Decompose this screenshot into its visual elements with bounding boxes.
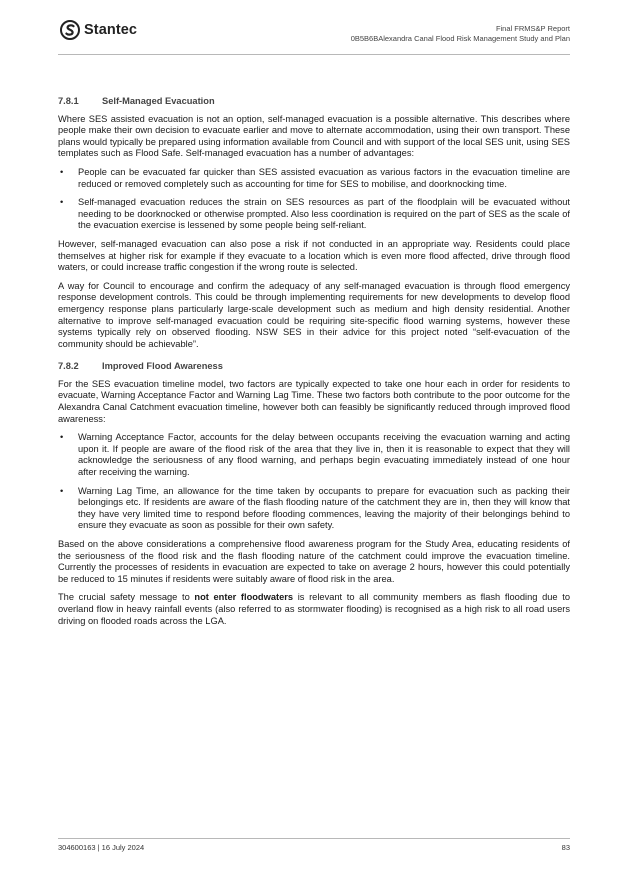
paragraph: A way for Council to encourage and confirm the adequacy of any self-managed evacuation is through flood emergency response development controls. This could be through implementing requirements for new developments to develop flood emergency response plans particularly large-scale development such as medium and high density residential. Another alternative to improve self-managed evacuation could be requiring site-specific flood warning systems, however these systems typically rely on observed flooding. NSW SES in their advice for this project noted “self-evacuation of the community should be achievable”.	[58, 280, 570, 349]
report-subtitle: 0B5B6BAlexandra Canal Flood Risk Management Study and Plan	[350, 34, 570, 43]
header-divider	[58, 54, 570, 55]
document-reference: 304600163 | 16 July 2024	[58, 843, 145, 852]
paragraph: For the SES evacuation timeline model, two factors are typically expected to take one hour each in order for residents to evacuate, Warning Acceptance Factor and Warning Lag Time. These two factors both contribute to the poor outcome for the Alexandra Canal Catchment evacuation timeline, however both can feasibly be significantly reduced through improved flood awareness:	[58, 378, 570, 424]
list-item-text: People can be evacuated far quicker than SES assisted evacuation as various factors in the evacuation timeline are reduced or removed completely such as accounting for time for SES to mobilise, and doorknocking time.	[78, 166, 570, 189]
list-item	[58, 167, 570, 190]
section-heading-782	[58, 361, 570, 373]
footer-divider	[58, 838, 570, 839]
text-run: The crucial safety message to	[58, 592, 195, 603]
page-header	[58, 18, 570, 58]
bullet-icon: •	[60, 197, 64, 208]
logo-wordmark: Stantec	[84, 22, 138, 38]
section-number: 7.8.1	[58, 96, 79, 106]
stantec-logo-icon	[60, 20, 80, 40]
list-item-text: Warning Lag Time, an allowance for the time taken by occupants to prepare for evacuation such as packing their belongings etc. If residents are aware of the flash flooding nature of the catchment they are in, then they will know that they have very limited time to respond before flooding commences, leaving the majority of their belongings behind to ensure they evacuate as soon as possible for their own safety.	[78, 485, 570, 531]
paragraph: However, self-managed evacuation can also pose a risk if not conducted in an appropriate way. Residents could place themselves at higher risk for example if they evacuate to a location which is even more flood affected, drive through flood waters, or could increase traffic congestion if the wrong route is selected.	[58, 238, 570, 273]
text-run: is relevant to all community members as flash flooding due to overland flow in heavy rainfall events (also referred to as stormwater flooding) is recognised as a high risk to all road users driving on flooded roads across the LGA.	[58, 592, 570, 626]
list-item	[58, 432, 570, 478]
section-heading-781	[58, 96, 570, 108]
bullet-list-factors	[58, 432, 570, 532]
bullet-icon: •	[60, 485, 64, 496]
section-title: Improved Flood Awareness	[102, 361, 223, 372]
section-title: Self-Managed Evacuation	[102, 96, 215, 106]
list-item-text: Warning Acceptance Factor, accounts for the delay between occupants receiving the evacuation warning and acting upon it. If people are aware of the flood risk of the area that they live in, then it is reasonable to expect that they will acknowledge the seriousness of any flood warning, and perhaps begin evacuating immediately instead of one hour after receiving the warning.	[78, 432, 570, 478]
paragraph-safety-message	[58, 592, 570, 627]
paragraph: Where SES assisted evacuation is not an option, self-managed evacuation is a possible alternative. This describes where people make their own decision to evacuate earlier and move to alternate accommodation, using their own transport. These plans would typically be prepared using information available from Council and with support of the local SES unit, using SES templates such as Flood Safe. Self-managed evacuation has a number of advantages:	[58, 113, 570, 159]
report-title: Final FRMS&P Report	[495, 24, 570, 33]
list-item	[58, 486, 570, 532]
bullet-icon: •	[60, 432, 64, 443]
bullet-icon: •	[60, 166, 64, 177]
page-number: 83	[561, 843, 570, 852]
report-info	[351, 24, 570, 44]
stantec-logo	[60, 20, 137, 40]
list-item	[58, 197, 570, 232]
paragraph: Based on the above considerations a comprehensive flood awareness program for the Study Area, educating residents of the seriousness of the flood risk and the flash flooding nature of the catchment could improve the evacuation timeline. Currently the processes of residents in evacuation are expected to take on average 2 hours, however this could potentially be reduced to 15 minutes if residents were suitably aware of flood risk in the area.	[58, 539, 570, 584]
section-number: 7.8.2	[58, 361, 79, 372]
list-item-text: Self-managed evacuation reduces the strain on SES resources as part of the floodplain will be evacuated without needing to be doorknocked or otherwise prompted. Also less coordination is required on the part of SES as the scale of the evacuation exercise is lessened by some people being self-reliant.	[78, 197, 570, 231]
bullet-list-advantages	[58, 167, 570, 232]
emphasis-text: not enter floodwaters	[194, 592, 294, 603]
page-body	[58, 96, 570, 634]
